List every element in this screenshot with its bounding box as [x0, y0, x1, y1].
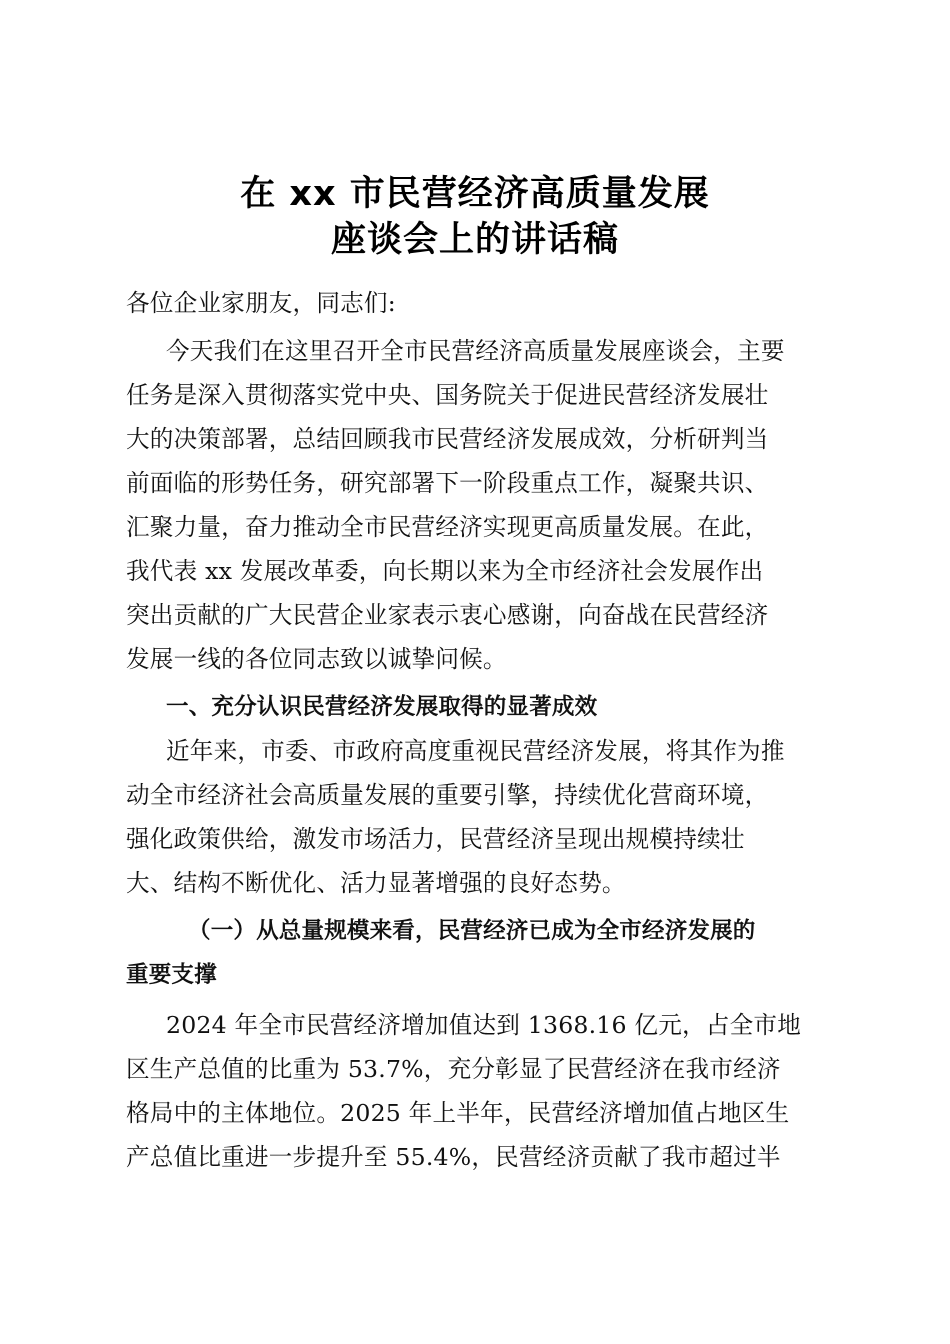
- paragraph-line: 发展一线的各位同志致以诚挚问候。: [126, 645, 507, 673]
- paragraph-line: 前面临的形势任务，研究部署下一阶段重点工作，凝聚共识、: [126, 469, 769, 497]
- subsection-heading-continued: 重要支撑: [126, 962, 217, 988]
- paragraph-line: 大的决策部署，总结回顾我市民营经济发展成效，分析研判当: [126, 425, 769, 453]
- subsection-heading: （一）从总量规模来看，民营经济已成为全市经济发展的: [188, 918, 756, 944]
- paragraph-line: 产总值比重进一步提升至 55.4%，民营经济贡献了我市超过半: [126, 1143, 781, 1171]
- paragraph-line: 今天我们在这里召开全市民营经济高质量发展座谈会，主要: [166, 337, 785, 365]
- paragraph-line: 大、结构不断优化、活力显著增强的良好态势。: [126, 869, 626, 897]
- salutation: 各位企业家朋友，同志们:: [126, 289, 396, 317]
- document-title-line-2: 座谈会上的讲话稿: [330, 220, 619, 260]
- paragraph-line: 格局中的主体地位。2025 年上半年，民营经济增加值占地区生: [126, 1099, 790, 1127]
- paragraph-line: 区生产总值的比重为 53.7%，充分彰显了民营经济在我市经济: [126, 1055, 781, 1083]
- paragraph-line: 强化政策供给，激发市场活力，民营经济呈现出规模持续壮: [126, 825, 745, 853]
- paragraph-line: 任务是深入贯彻落实党中央、国务院关于促进民营经济发展壮: [126, 381, 769, 409]
- paragraph-line: 突出贡献的广大民营企业家表示衷心感谢，向奋战在民营经济: [126, 601, 769, 629]
- paragraph-line: 近年来，市委、市政府高度重视民营经济发展，将其作为推: [166, 737, 785, 765]
- paragraph-line: 汇聚力量，奋力推动全市民营经济实现更高质量发展。在此，: [126, 513, 769, 541]
- paragraph-line: 2024 年全市民营经济增加值达到 1368.16 亿元，占全市地: [166, 1011, 801, 1039]
- document-title-line-1: 在 xx 市民营经济高质量发展: [240, 174, 710, 214]
- section-heading: 一、充分认识民营经济发展取得的显著成效: [166, 694, 598, 720]
- paragraph-line: 动全市经济社会高质量发展的重要引擎，持续优化营商环境，: [126, 781, 769, 809]
- paragraph-line: 我代表 xx 发展改革委，向长期以来为全市经济社会发展作出: [126, 557, 764, 585]
